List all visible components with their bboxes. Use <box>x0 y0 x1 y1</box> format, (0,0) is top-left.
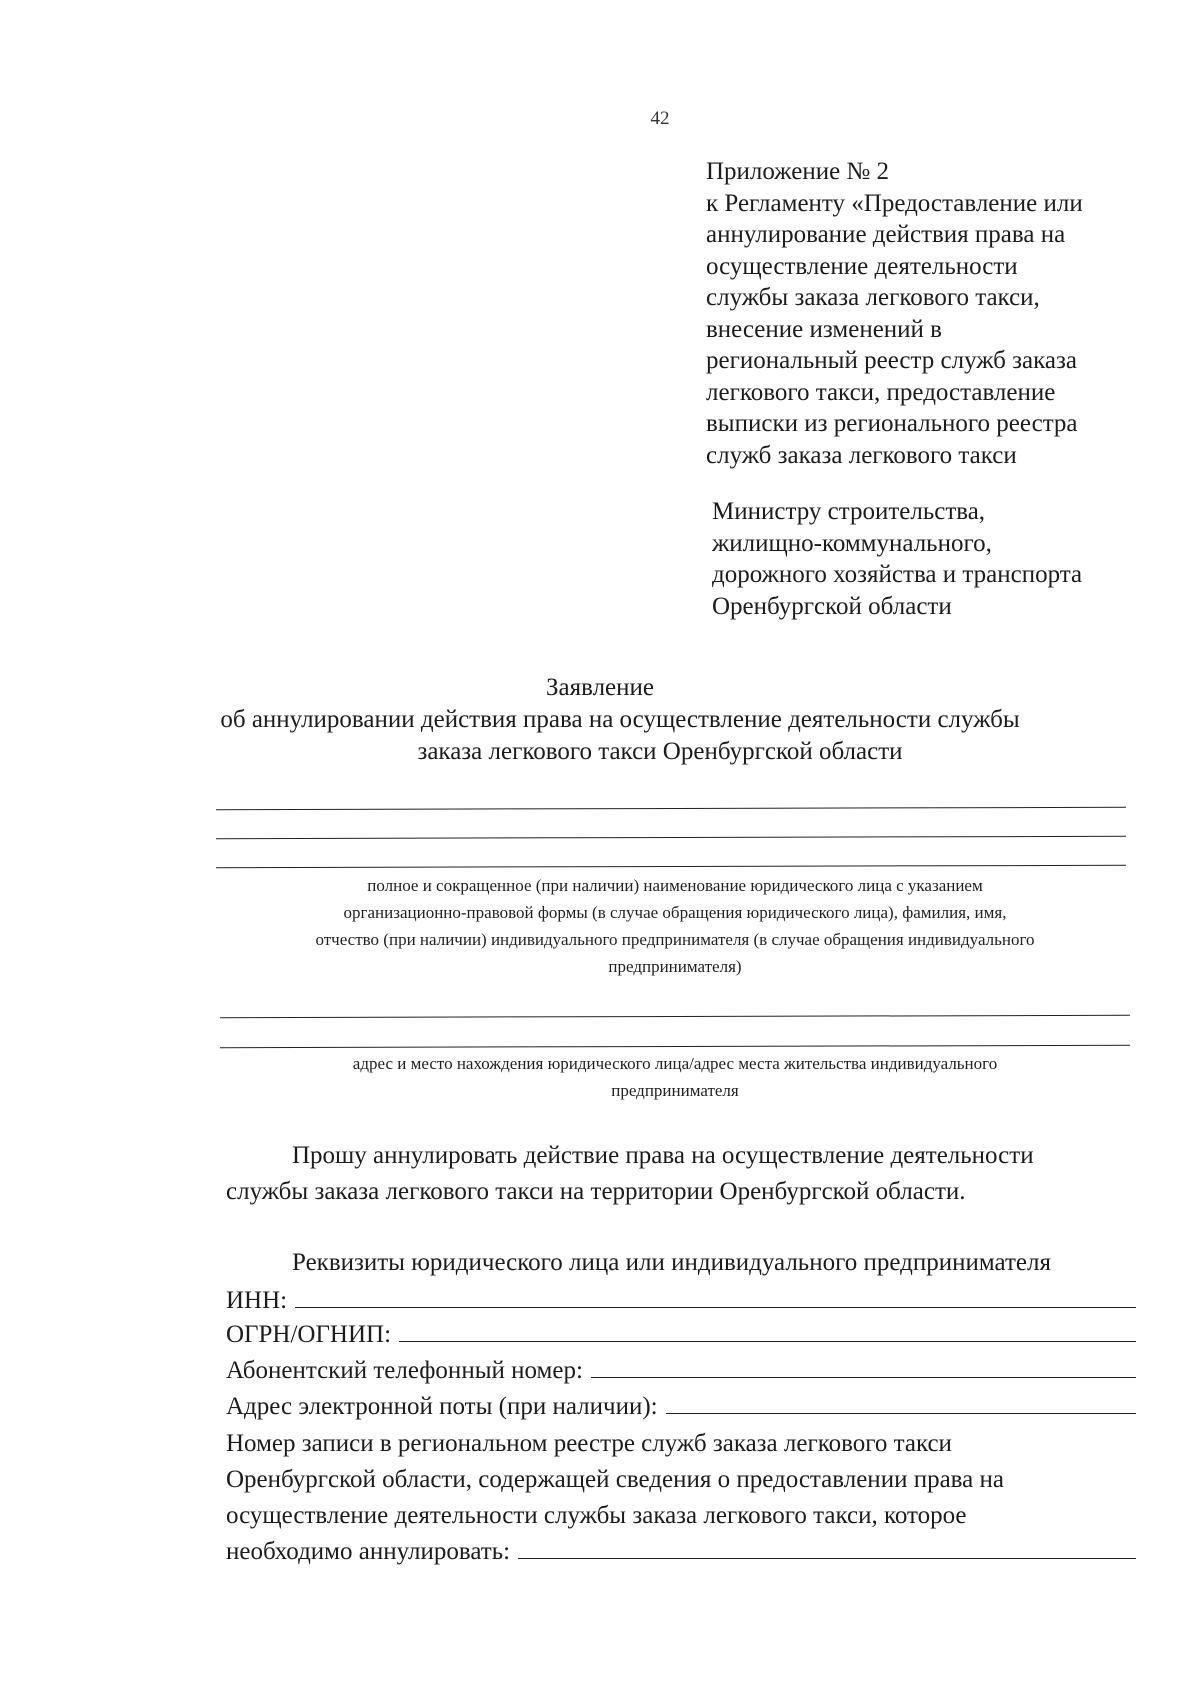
appendix-line: выписки из регионального реестра <box>706 410 1078 437</box>
record-input-line[interactable] <box>518 1536 1136 1559</box>
registry-record-field <box>226 1426 1146 1570</box>
request-paragraph <box>226 1138 1146 1210</box>
addressee-line: Оренбургской области <box>712 592 952 620</box>
address-field-line[interactable] <box>220 1015 1130 1018</box>
record-line: Оренбургской области, содержащей сведения о предоставлении права на <box>226 1466 1004 1493</box>
applicant-name-field-line[interactable] <box>216 836 1126 839</box>
record-line: осуществление деятельности службы заказа легкового такси, которое <box>226 1502 967 1529</box>
phone-label: Абонентский телефонный номер: <box>226 1357 583 1384</box>
ogrn-input-line[interactable] <box>399 1319 1136 1342</box>
appendix-line: аннулирование действия права на <box>706 221 1066 248</box>
address-caption <box>210 1050 1140 1104</box>
inn-label: ИНН: <box>226 1287 288 1314</box>
record-last-label: необходимо аннулировать: <box>226 1538 511 1565</box>
address-field-line[interactable] <box>220 1045 1130 1048</box>
appendix-line: Приложение № 2 <box>706 158 890 185</box>
caption-line: предпринимателя <box>611 1081 739 1100</box>
request-line: Прошу аннулировать действие права на осуществление деятельности <box>292 1142 1034 1169</box>
appendix-line: к Регламенту «Предоставление или <box>706 189 1083 217</box>
inn-field <box>226 1284 1136 1318</box>
phone-input-line[interactable] <box>591 1355 1136 1378</box>
appendix-line: службы заказа легкового такси, <box>706 284 1040 311</box>
ogrn-label: ОГРН/ОГНИП: <box>226 1321 392 1348</box>
email-field <box>226 1390 1136 1424</box>
applicant-name-caption <box>210 872 1140 980</box>
addressee-line: Министру строительства, <box>712 498 986 525</box>
appendix-line: осуществление деятельности <box>706 252 1018 280</box>
caption-line: предпринимателя) <box>608 957 742 976</box>
addressee-block <box>712 496 1172 622</box>
ogrn-field <box>226 1318 1136 1352</box>
addressee-line: жилищно-коммунального, <box>712 529 992 557</box>
addressee-line: дорожного хозяйства и транспорта <box>712 561 1083 588</box>
caption-line: отчество (при наличии) индивидуального предпринимателя (в случае обращения индивидуального <box>315 930 1035 949</box>
document-subtitle-line: заказа легкового такси Оренбургской области <box>417 738 903 765</box>
appendix-line: региональный реестр служб заказа <box>706 347 1077 374</box>
appendix-line: легкового такси, предоставление <box>706 378 1056 406</box>
page-number: 42 <box>650 108 670 129</box>
document-subtitle-line: об аннулировании действия права на осуществление деятельности службы <box>220 706 1020 733</box>
requisites-heading <box>226 1245 1146 1281</box>
record-last-row <box>226 1534 1136 1570</box>
appendix-header <box>706 156 1176 471</box>
applicant-name-field-line[interactable] <box>216 865 1126 868</box>
phone-field <box>226 1354 1136 1388</box>
appendix-line: внесение изменений в <box>706 315 942 343</box>
inn-input-line[interactable] <box>295 1285 1136 1308</box>
email-label: Адрес электронной поты (при наличии): <box>226 1393 658 1420</box>
request-line: службы заказа легкового такси на территории Оренбургской области. <box>226 1178 966 1205</box>
caption-line: организационно-правовой формы (в случае обращения юридического лица), фамилия, имя, <box>343 903 1007 922</box>
appendix-line: служб заказа легкового такси <box>706 441 1017 469</box>
caption-line: адрес и место нахождения юридического лица/адрес места жительства индивидуального <box>352 1054 998 1073</box>
document-title: Заявление <box>545 674 655 701</box>
requisites-heading-text: Реквизиты юридического лица или индивидуального предпринимателя <box>292 1249 1051 1276</box>
email-input-line[interactable] <box>666 1391 1136 1414</box>
caption-line: полное и сокращенное (при наличии) наименование юридического лица с указанием <box>367 876 983 895</box>
record-line: Номер записи в региональном реестре служб заказа легкового такси <box>226 1430 952 1457</box>
applicant-name-field-line[interactable] <box>216 807 1126 810</box>
